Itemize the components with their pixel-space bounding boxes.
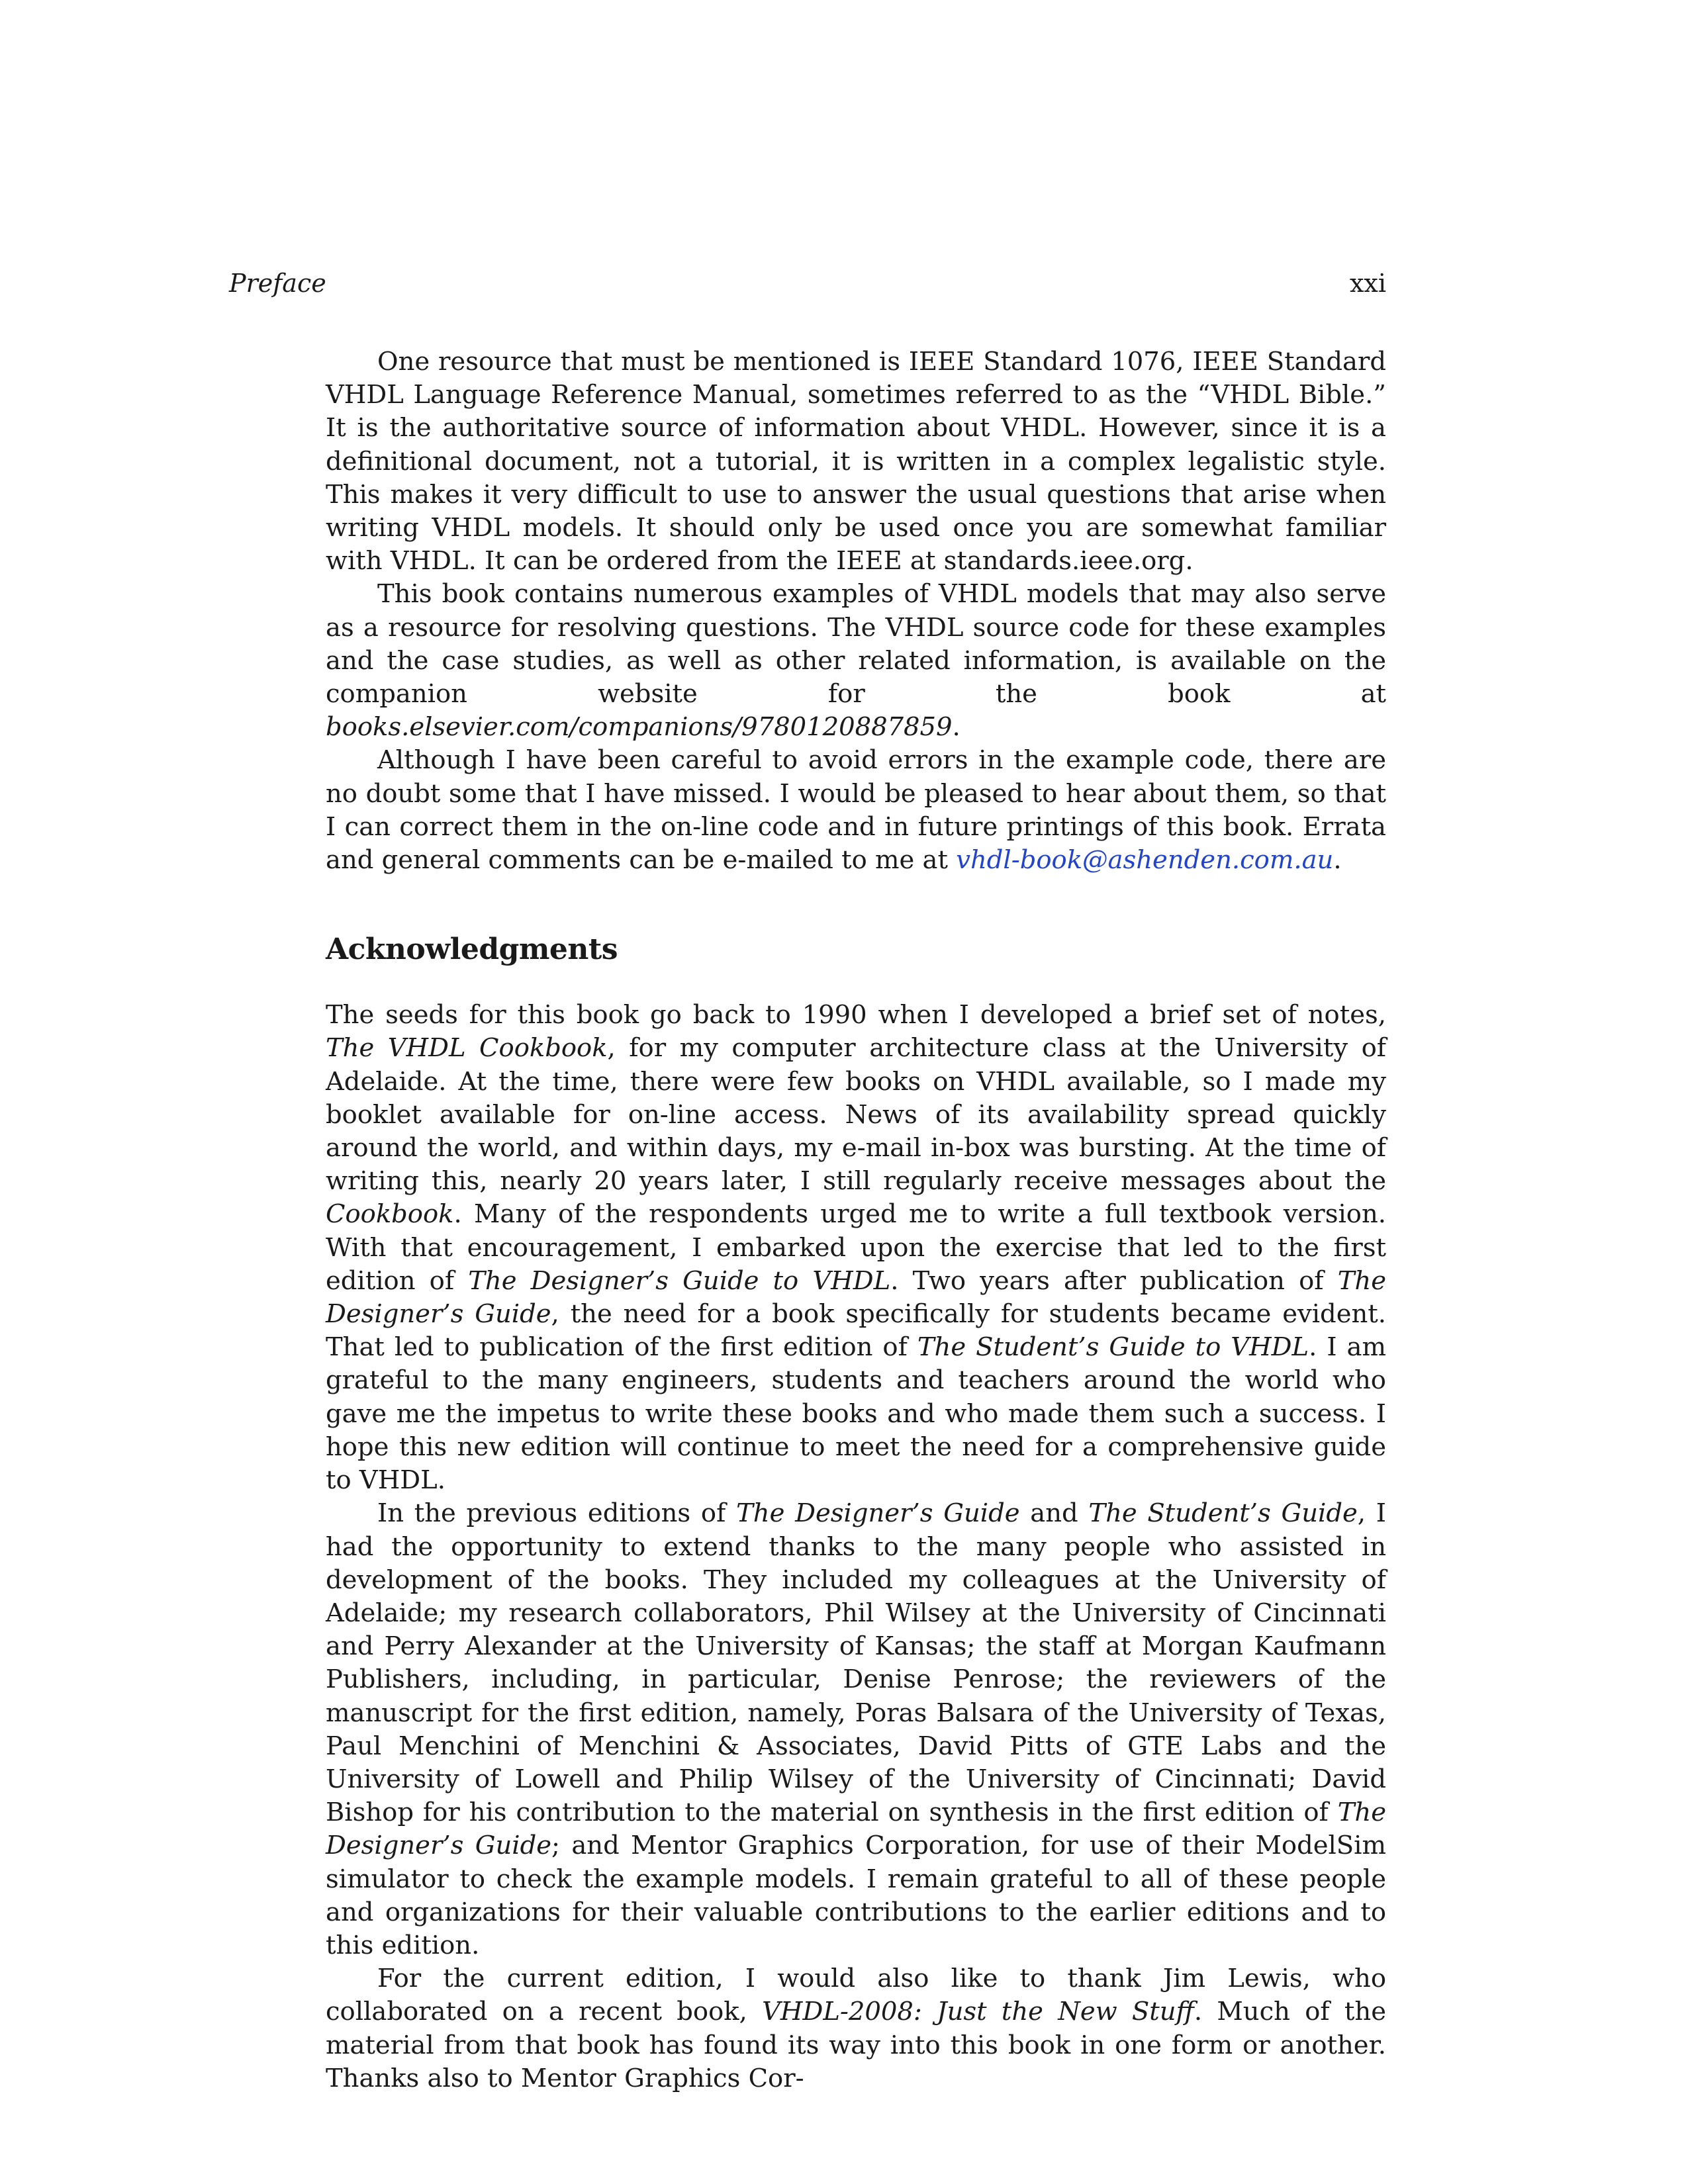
intro-paragraph-2-end: .	[952, 712, 961, 743]
intro-paragraph-2	[326, 578, 1386, 744]
ack-p2-title-designers-guide: The Designer’s Guide	[736, 1498, 1020, 1529]
acknowledgments-paragraph-3	[326, 1962, 1386, 2095]
page-body	[326, 345, 1386, 2095]
ack-p1-text-e: . Many of the respondents urged me to write a full textbook version. With that encouragement, I embarked upon the exercise that led to the first edition of	[326, 1199, 1386, 1296]
page-number: xxi	[1349, 269, 1386, 298]
acknowledgments-paragraph-1	[326, 999, 1386, 1497]
ack-p1-text-k: . I am grateful to the many engineers, students and teachers around the world who gave me the impetus to write these books and who made them such a success. I hope this new edition will continue to meet the need for a comprehensive guide to VHDL.	[326, 1332, 1386, 1496]
intro-paragraph-2-text: This book contains numerous examples of VHDL models that may also serve as a resource for resolving questions. The VHDL source code for these examples and the case studies, as well as other related information, is available on the companion website for the book at	[326, 579, 1386, 709]
ack-p1-text-g: . Two years after publication of	[890, 1265, 1338, 1296]
ack-p2-text-e: , I had the opportunity to extend thanks to the many people who assisted in development of the books. They included my colleagues at the University of Adelaide; my research collaborators, Phil Wilsey at the University of Cincinnati and Perry Alexander at the University of Kansas; the staff at Morgan Kaufmann Publishers, including, in particular, Denise Penrose; the reviewers of the manuscript for the first edition, namely, Poras Balsara of the University of Texas, Paul Menchini of Menchini & Associates, David Pitts of GTE Labs and the University of Lowell and Philip Wilsey of the University of Cincinnati; David Bishop for his contribution to the material on synthesis in the first edition of	[326, 1498, 1386, 1828]
ack-p1-title-designers-guide-vhdl: The Designer’s Guide to VHDL	[468, 1265, 891, 1296]
intro-paragraph-1: One resource that must be mentioned is IEEE Standard 1076, IEEE Standard VHDL Language Reference Manual, sometimes referred to as the “VHDL Bible.” It is the authoritative source of information about VHDL. However, since it is a definitional document, not a tutorial, it is written in a complex legalistic style. This makes it very difficult to use to answer the usual questions that arise when writing VHDL models. It should only be used once you are somewhat familiar with VHDL. It can be ordered from the IEEE at standards.ieee.org.	[326, 347, 1386, 576]
author-email-link[interactable]: vhdl-book@ashenden.com.au	[956, 845, 1334, 876]
ack-p2-text-a: In the previous editions of	[377, 1498, 737, 1529]
ack-p1-text-i: , the need for a book specifically for students became evident. That led to publication of the first edition of	[326, 1299, 1386, 1363]
ack-p1-title-cookbook: Cookbook	[326, 1199, 454, 1230]
ack-p1-text-a: The seeds for this book go back to 1990 when I developed a brief set of notes,	[326, 1000, 1386, 1030]
acknowledgments-heading: Acknowledgments	[326, 933, 618, 967]
ack-p1-title-vhdl-cookbook: The VHDL Cookbook	[326, 1033, 608, 1064]
ack-p2-text-c: and	[1019, 1498, 1089, 1529]
ack-p1-title-designers-guide: The Designer’s Guide	[326, 1265, 1386, 1330]
ack-p1-title-students-guide-vhdl: The Student’s Guide to VHDL	[917, 1332, 1309, 1363]
ack-p3-text-c: . Much of the material from that book has found its way into this book in one form or another. Thanks also to Mentor Graphics Cor-	[326, 1997, 1386, 2093]
ack-p2-title-designers-guide-2: The Designer’s Guide	[326, 1797, 1386, 1861]
companion-website-link[interactable]: books.elsevier.com/companions/9780120887859	[326, 712, 953, 743]
acknowledgments-paragraph-2	[326, 1497, 1386, 1962]
intro-paragraph-3	[326, 744, 1386, 877]
ack-p3-text-a: For the current edition, I would also like to thank Jim Lewis, who collaborated on a recent book,	[326, 1964, 1386, 2027]
ack-p3-title-vhdl-2008: VHDL-2008: Just the New Stuff	[762, 1997, 1194, 2027]
intro-paragraph-3-end: .	[1333, 845, 1342, 876]
intro-paragraph-3-text: Although I have been careful to avoid errors in the example code, there are no doubt some that I have missed. I would be pleased to hear about them, so that I can correct them in the on-line code and in future printings of this book. Errata and general comments can be e-mailed to me at	[326, 745, 1386, 876]
ack-p1-text-c: , for my computer architecture class at the University of Adelaide. At the time, there were few books on VHDL available, so I made my booklet available for on-line access. News of its availability spread quickly around the world, and within days, my e-mail in-box was bursting. At the time of writing this, nearly 20 years later, I still regularly receive messages about the	[326, 1033, 1386, 1197]
ack-p2-title-students-guide: The Student’s Guide	[1088, 1498, 1358, 1529]
running-head	[229, 265, 1386, 302]
section-title: Preface	[229, 269, 326, 298]
ack-p2-text-g: ; and Mentor Graphics Corporation, for use of their ModelSim simulator to check the example models. I remain grateful to all of these people and organizations for their valuable contributions to the earlier editions and to this edition.	[326, 1831, 1387, 1960]
